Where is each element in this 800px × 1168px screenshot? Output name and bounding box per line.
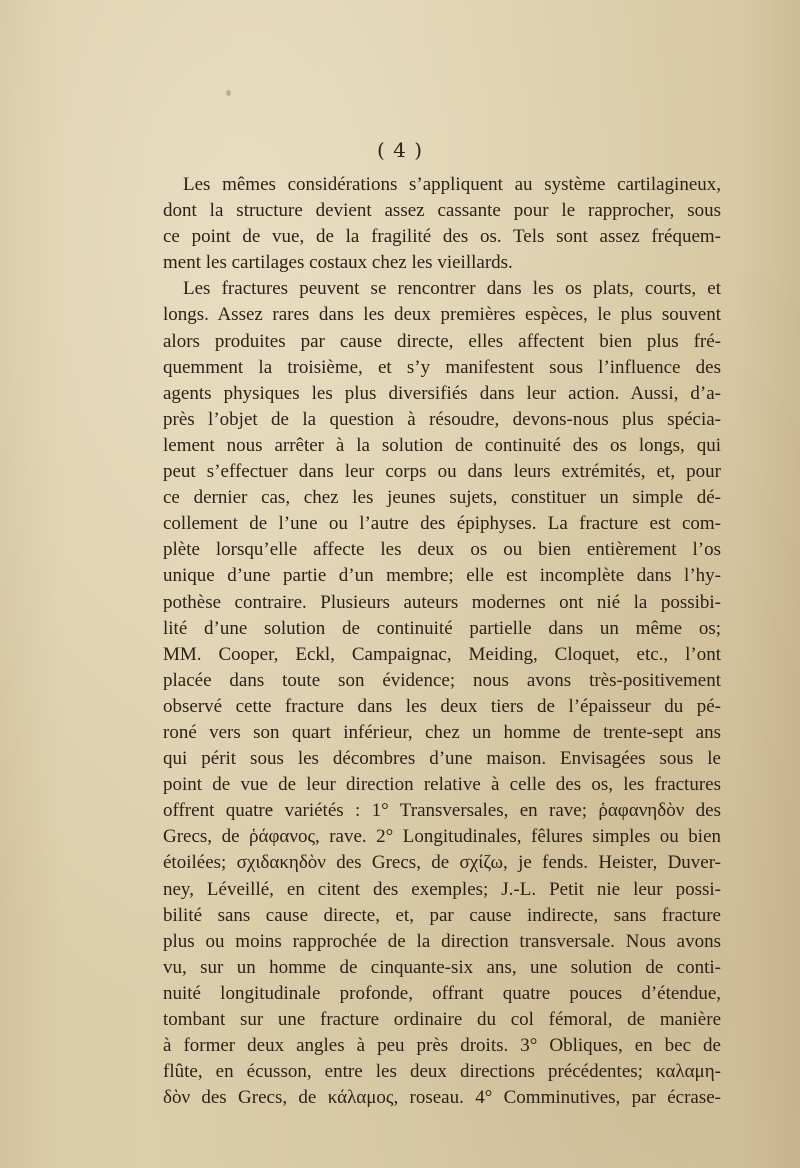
body-text: [163, 172, 721, 1111]
text-line: MM. Cooper, Eckl, Campaignac, Meiding, Cloquet, etc., l’ont: [163, 643, 721, 665]
text-line: ce dernier cas, chez les jeunes sujets, constituer un simple dé-: [163, 487, 721, 509]
text-line: collement de l’une ou l’autre des épiphyses. La fracture est com-: [163, 513, 721, 535]
text-line: roné vers son quart inférieur, chez un homme de trente-sept ans: [163, 721, 721, 743]
text-line: Grecs, de ῥάφανος, rave. 2° Longitudinales, fêlures simples ou bien: [163, 826, 721, 848]
text-line: placée dans toute son évidence; nous avons très-positivement: [163, 669, 721, 691]
text-line: ment les cartilages costaux chez les vieillards.: [163, 252, 513, 274]
text-line: unique d’une partie d’un membre; elle est incomplète dans l’hy-: [163, 565, 721, 587]
text-line: plus ou moins rapprochée de la direction transversale. Nous avons: [163, 930, 721, 952]
text-line: observé cette fracture dans les deux tiers de l’épaisseur du pé-: [163, 695, 721, 717]
text-line: longs. Assez rares dans les deux premières espèces, le plus souvent: [163, 304, 721, 326]
text-line: agents physiques les plus diversifiés dans leur action. Aussi, d’a-: [163, 382, 721, 404]
text-line: offrent quatre variétés : 1° Transversales, en rave; ῥαφανηδὸν des: [163, 800, 721, 822]
text-line: peut s’effectuer dans leur corps ou dans leurs extrémités, et, pour: [163, 461, 721, 483]
text-line: point de vue de leur direction relative à celle des os, les fractures: [163, 774, 721, 796]
text-line: Les mêmes considérations s’appliquent au système cartilagineux,: [183, 174, 721, 195]
text-line: quemment la troisième, et s’y manifestent sous l’influence des: [163, 356, 721, 378]
text-line: tombant sur une fracture ordinaire du col fémoral, de manière: [163, 1009, 721, 1030]
text-line: dont la structure devient assez cassante pour le rapprocher, sous: [163, 200, 721, 222]
paragraph-2: [163, 276, 721, 1111]
text-line: près l’objet de la question à résoudre, devons-nous plus spécia-: [163, 408, 721, 430]
text-line: flûte, en écusson, entre les deux directions précédentes; καλαμη-: [163, 1061, 721, 1083]
text-line: nuité longitudinale profonde, offrant quatre pouces d’étendue,: [163, 982, 721, 1004]
text-line: alors produites par cause directe, elles affectent bien plus fré-: [163, 330, 721, 352]
text-line: étoilées; σχιδακηδὸν des Grecs, de σχίζω, je fends. Heister, Duver-: [163, 852, 721, 874]
ink-spot: [226, 90, 231, 96]
text-line: qui périt sous les décombres d’une maison. Envisagées sous le: [163, 748, 721, 770]
text-line: pothèse contraire. Plusieurs auteurs modernes ont nié la possibi-: [163, 591, 721, 613]
text-line: bilité sans cause directe, et, par cause indirecte, sans fracture: [163, 904, 721, 926]
paragraph-1: [163, 172, 721, 276]
text-line: à former deux angles à peu près droits. 3° Obliques, en bec de: [163, 1035, 721, 1057]
text-line: plète lorsqu’elle affecte les deux os ou bien entièrement l’os: [163, 539, 721, 561]
text-line: δὸν des Grecs, de κάλαμος, roseau. 4° Comminutives, par écrase-: [163, 1087, 721, 1109]
text-line: lité d’une solution de continuité partielle dans un même os;: [163, 617, 721, 639]
text-line: ney, Léveillé, en citent des exemples; J.-L. Petit nie leur possi-: [163, 878, 721, 900]
text-line: ce point de vue, de la fragilité des os. Tels sont assez fréquem-: [163, 226, 721, 248]
text-line: Les fractures peuvent se rencontrer dans les os plats, courts, et: [183, 278, 721, 300]
text-line: vu, sur un homme de cinquante-six ans, une solution de conti-: [163, 956, 721, 978]
page-number: ( 4 ): [376, 138, 424, 162]
text-line: lement nous arrêter à la solution de continuité des os longs, qui: [163, 434, 721, 456]
